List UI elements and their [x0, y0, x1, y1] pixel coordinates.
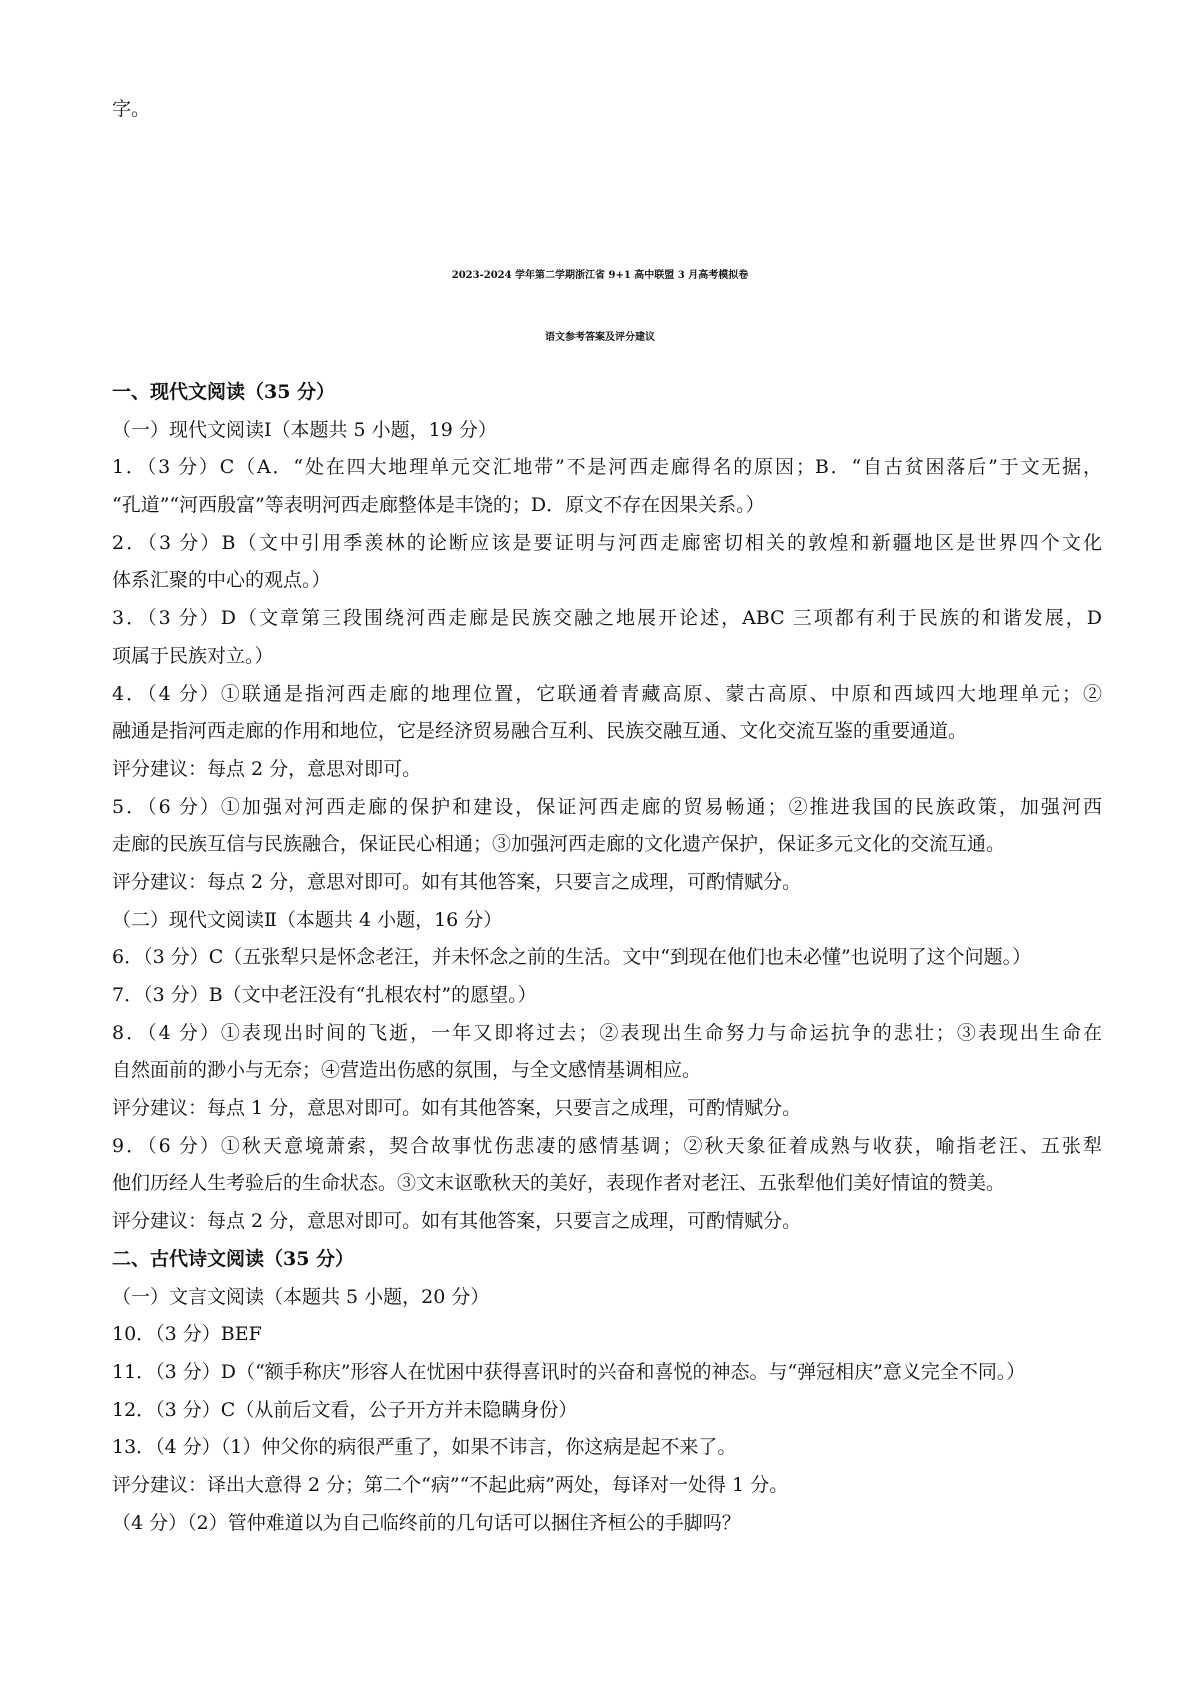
scoring-note: 评分建议：每点 2 分，意思对即可。 [112, 757, 422, 780]
document-title: 2023-2024 学年第二学期浙江省 9+1 高中联盟 3 月高考模拟卷 [451, 270, 749, 281]
answer-line: 3．（3 分）D（文章第三段围绕河西走廊是民族交融之地展开论述，ABC 三项都有利于民族的和谐发展，D [112, 607, 1102, 630]
subsection-heading: （二）现代文阅读Ⅱ（本题共 4 小题，16 分） [112, 908, 503, 931]
answer-line: 融通是指河西走廊的作用和地位，它是经济贸易融合互利、民族交融互通、文化交流互鉴的重要通道。 [112, 720, 968, 743]
document-subtitle: 语文参考答案及评分建议 [545, 332, 655, 343]
answer-line: 他们历经人生考验后的生命状态。③文末讴歌秋天的美好，表现作者对老汪、五张犁他们美好情谊的赞美。 [112, 1172, 1006, 1195]
answer-line: 8．（4 分）①表现出时间的飞逝，一年又即将过去；②表现出生命努力与命运抗争的悲壮；③表现出生命在 [112, 1021, 1102, 1044]
answer-line: 体系汇聚的中心的观点。） [112, 569, 331, 592]
answer-line: “孔道”“河西殷富”等表明河西走廊整体是丰饶的；D．原文不存在因果关系。） [112, 494, 765, 517]
section-heading: 二、古代诗文阅读（35 分） [112, 1247, 355, 1270]
answer-line: 13．（4 分）（1）仲父你的病很严重了，如果不讳言，你这病是起不来了。 [112, 1436, 737, 1459]
answer-line: 6．（3 分）C（五张犁只是怀念老汪，并未怀念之前的生活。文中“到现在他们也未必懂”也说明了这个问题。） [112, 946, 1032, 969]
carryover-text: 字。 [112, 98, 151, 120]
scoring-note: 评分建议：每点 2 分，意思对即可。如有其他答案，只要言之成理，可酌情赋分。 [112, 1210, 802, 1233]
answer-line: 2．（3 分）B（文中引用季羡林的论断应该是要证明与河西走廊密切相关的敦煌和新疆地区是世界四个文化 [112, 531, 1102, 554]
subsection-heading: （一）文言文阅读（本题共 5 小题，20 分） [112, 1285, 490, 1308]
answer-body [112, 374, 1102, 1542]
answer-line: 5．（6 分）①加强对河西走廊的保护和建设，保证河西走廊的贸易畅通；②推进我国的民族政策，加强河西 [112, 795, 1102, 818]
answer-line: 10．（3 分）BEF [112, 1323, 262, 1346]
answer-line: 7．（3 分）B（文中老汪没有“扎根农村”的愿望。） [112, 984, 537, 1006]
answer-line: 项属于民族对立。） [112, 644, 274, 667]
subsection-heading: （一）现代文阅读Ⅰ（本题共 5 小题，19 分） [112, 418, 497, 441]
scoring-note: 评分建议：每点 1 分，意思对即可。如有其他答案，只要言之成理，可酌情赋分。 [112, 1097, 802, 1120]
scoring-note: 评分建议：每点 2 分，意思对即可。如有其他答案，只要言之成理，可酌情赋分。 [112, 870, 802, 893]
answer-line: 1．（3 分）C（A．“处在四大地理单元交汇地带”不是河西走廊得名的原因；B．“自古贫困落后”于文无据， [112, 456, 1102, 479]
answer-line: 12．（3 分）C（从前后文看，公子开方并未隐瞒身份） [112, 1398, 578, 1421]
answer-line: （4 分）（2）管仲难道以为自己临终前的几句话可以捆住齐桓公的手脚吗？ [112, 1511, 741, 1534]
section-heading: 一、现代文阅读（35 分） [112, 381, 336, 403]
scoring-note: 评分建议：译出大意得 2 分；第二个“病”“不起此病”两处，每译对一处得 1 分。 [112, 1473, 789, 1496]
answer-line: 自然面前的渺小与无奈；④营造出伤感的氛围，与全文感情基调相应。 [112, 1059, 702, 1082]
answer-line: 11．（3 分）D（“额手称庆”形容人在忧困中获得喜讯时的兴奋和喜悦的神态。与“弹冠相庆”意义完全不同。） [112, 1360, 1026, 1383]
answer-line: 走廊的民族互信与民族融合，保证民心相通；③加强河西走廊的文化遗产保护，保证多元文化的交流互通。 [112, 833, 1006, 856]
answer-line: 9．（6 分）①秋天意境萧索，契合故事忧伤悲凄的感情基调；②秋天象征着成熟与收获，喻指老汪、五张犁 [112, 1134, 1102, 1157]
answer-line: 4．（4 分）①联通是指河西走廊的地理位置，它联通着青藏高原、蒙古高原、中原和西域四大地理单元；② [112, 682, 1102, 705]
